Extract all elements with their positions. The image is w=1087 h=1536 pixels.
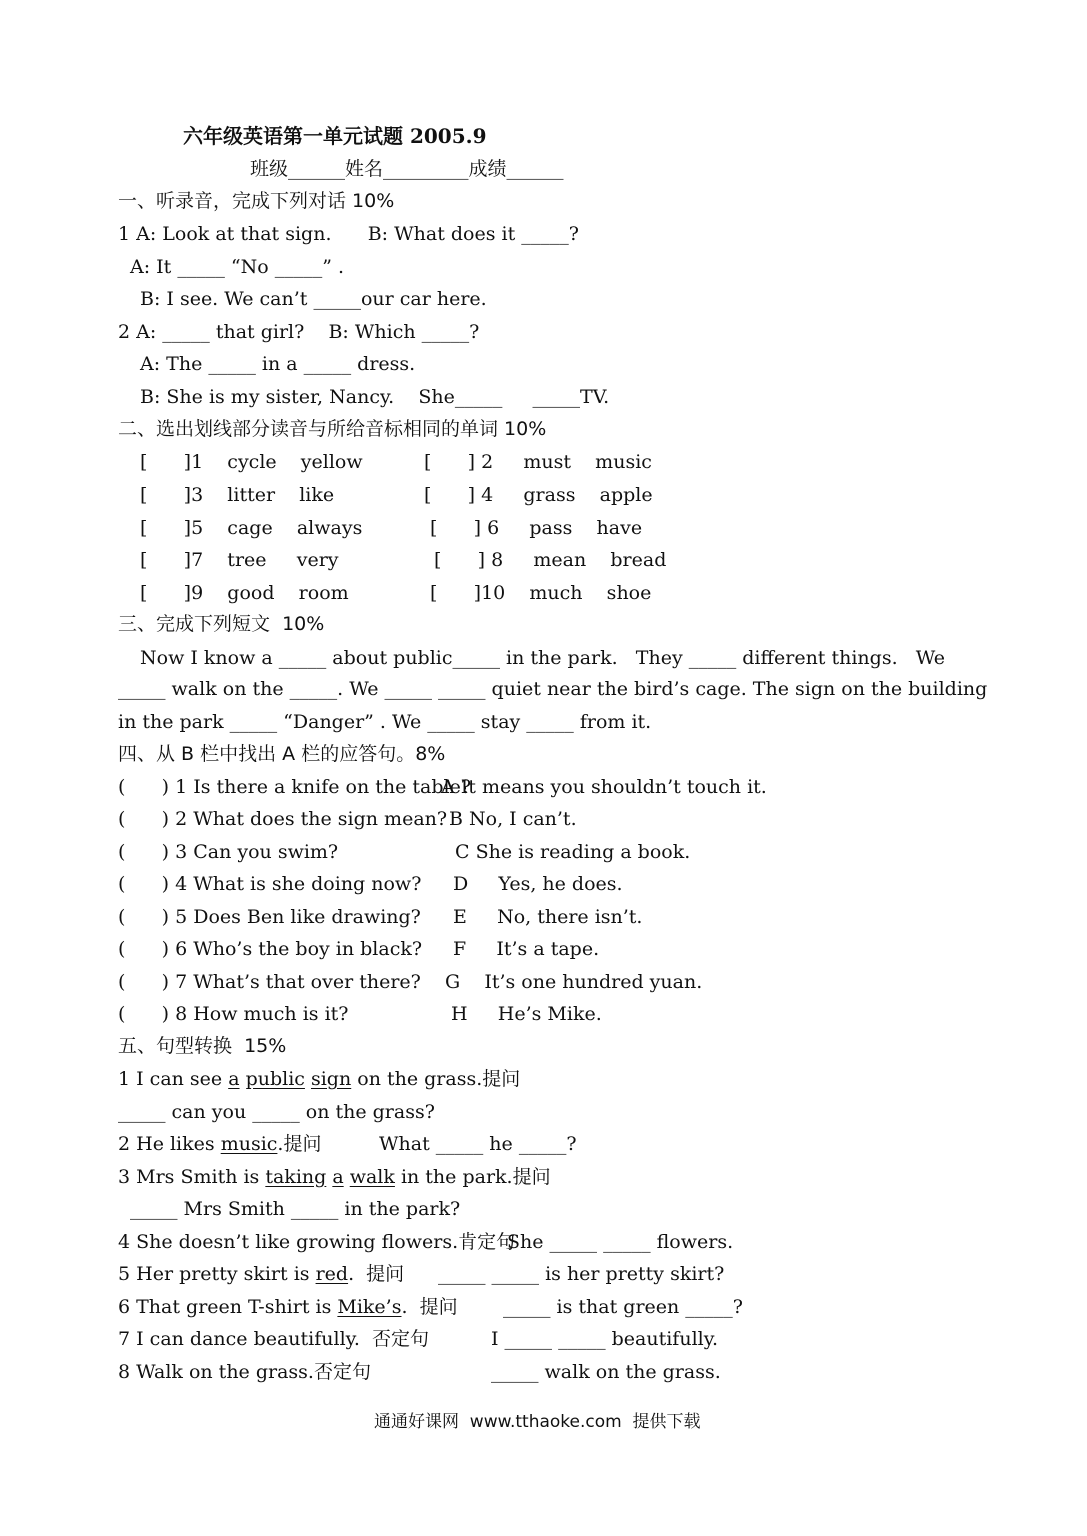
phonics-item: [ ] 4 grass apple	[424, 484, 653, 506]
section-1-heading: 一、听录音，完成下列对话 10%	[118, 190, 395, 212]
phonics-item: [ ]1 cycle yellow	[140, 451, 363, 473]
section-3-heading: 三、完成下列短文 10%	[118, 613, 325, 635]
phonics-item: [ ]7 tree very	[140, 549, 339, 571]
transform-question: 2 He likes music.提问	[118, 1133, 322, 1155]
transform-question: 7 I can dance beautifully. 否定句	[118, 1328, 430, 1350]
page-title: 六年级英语第一单元试题 2005.9	[183, 124, 487, 148]
phonics-item: [ ]9 good room	[140, 582, 349, 604]
transform-question: 6 That green T-shirt is Mike’s. 提问	[118, 1296, 458, 1318]
transform-answer: _____ is that green _____?	[503, 1296, 743, 1318]
match-answer: B No, I can’t.	[449, 808, 577, 830]
transform-question: 4 She doesn’t like growing flowers.肯定句	[118, 1231, 516, 1253]
match-answer: H He’s Mike.	[451, 1003, 602, 1025]
match-question: ( ) 6 Who’s the boy in black?	[118, 938, 423, 960]
phonics-item: [ ] 8 mean bread	[434, 549, 667, 571]
transform-answer: I _____ _____ beautifully.	[491, 1328, 718, 1350]
match-answer: D Yes, he does.	[453, 873, 623, 895]
passage-line: in the park _____ “Danger” . We _____ stay _____ from it.	[118, 711, 652, 733]
match-answer: G It’s one hundred yuan.	[445, 971, 703, 993]
phonics-item: [ ] 2 must music	[424, 451, 652, 473]
section-4-heading: 四、从 B 栏中找出 A 栏的应答句。8%	[118, 743, 446, 765]
match-question: ( ) 8 How much is it?	[118, 1003, 349, 1025]
dialog-line: 1 A: Look at that sign. B: What does it _____?	[118, 223, 579, 245]
match-question: ( ) 2 What does the sign mean?	[118, 808, 448, 830]
transform-answer: _____ Mrs Smith _____ in the park?	[130, 1198, 461, 1220]
transform-answer: _____ _____ is her pretty skirt?	[438, 1263, 725, 1285]
match-answer: E No, there isn’t.	[453, 906, 643, 928]
dialog-line: B: I see. We can’t _____our car here.	[140, 288, 487, 310]
match-question: ( ) 7 What’s that over there?	[118, 971, 421, 993]
transform-question: 1 I can see a public sign on the grass.提问	[118, 1068, 521, 1090]
student-info-line: 班级______姓名_________成绩______	[250, 158, 564, 180]
transform-answer: What _____ he _____?	[379, 1133, 577, 1155]
match-question: ( ) 1 Is there a knife on the table?	[118, 776, 472, 798]
dialog-line: A: The _____ in a _____ dress.	[140, 353, 416, 375]
match-answer: A It means you shouldn’t touch it.	[441, 776, 767, 798]
dialog-line: B: She is my sister, Nancy. She_____ _____TV.	[140, 386, 610, 408]
dialog-line: A: It _____ “No _____” .	[130, 256, 344, 278]
section-5-heading: 五、句型转换 15%	[118, 1035, 287, 1057]
passage-line: Now I know a _____ about public_____ in the park. They _____ different things. We	[140, 647, 945, 669]
transform-answer: _____ walk on the grass.	[491, 1361, 721, 1383]
phonics-item: [ ]3 litter like	[140, 484, 335, 506]
transform-question: 8 Walk on the grass.否定句	[118, 1361, 371, 1383]
transform-question: 5 Her pretty skirt is red. 提问	[118, 1263, 405, 1285]
match-question: ( ) 4 What is she doing now?	[118, 873, 422, 895]
match-answer: F It’s a tape.	[453, 938, 600, 960]
section-2-heading: 二、选出划线部分读音与所给音标相同的单词 10%	[118, 418, 547, 440]
transform-answer: _____ can you _____ on the grass?	[118, 1101, 435, 1123]
transform-answer: She _____ _____ flowers.	[507, 1231, 734, 1253]
match-answer: C She is reading a book.	[455, 841, 691, 863]
match-question: ( ) 5 Does Ben like drawing?	[118, 906, 421, 928]
page-footer: 通通好课网 www.tthaoke.com 提供下载	[374, 1412, 701, 1432]
transform-question: 3 Mrs Smith is taking a walk in the park.提问	[118, 1166, 551, 1188]
phonics-item: [ ] 6 pass have	[430, 517, 643, 539]
passage-line: _____ walk on the _____. We _____ _____ quiet near the bird’s cage. The sign on the building	[118, 678, 988, 700]
phonics-item: [ ]10 much shoe	[430, 582, 652, 604]
dialog-line: 2 A: _____ that girl? B: Which _____?	[118, 321, 480, 343]
phonics-item: [ ]5 cage always	[140, 517, 363, 539]
match-question: ( ) 3 Can you swim?	[118, 841, 339, 863]
